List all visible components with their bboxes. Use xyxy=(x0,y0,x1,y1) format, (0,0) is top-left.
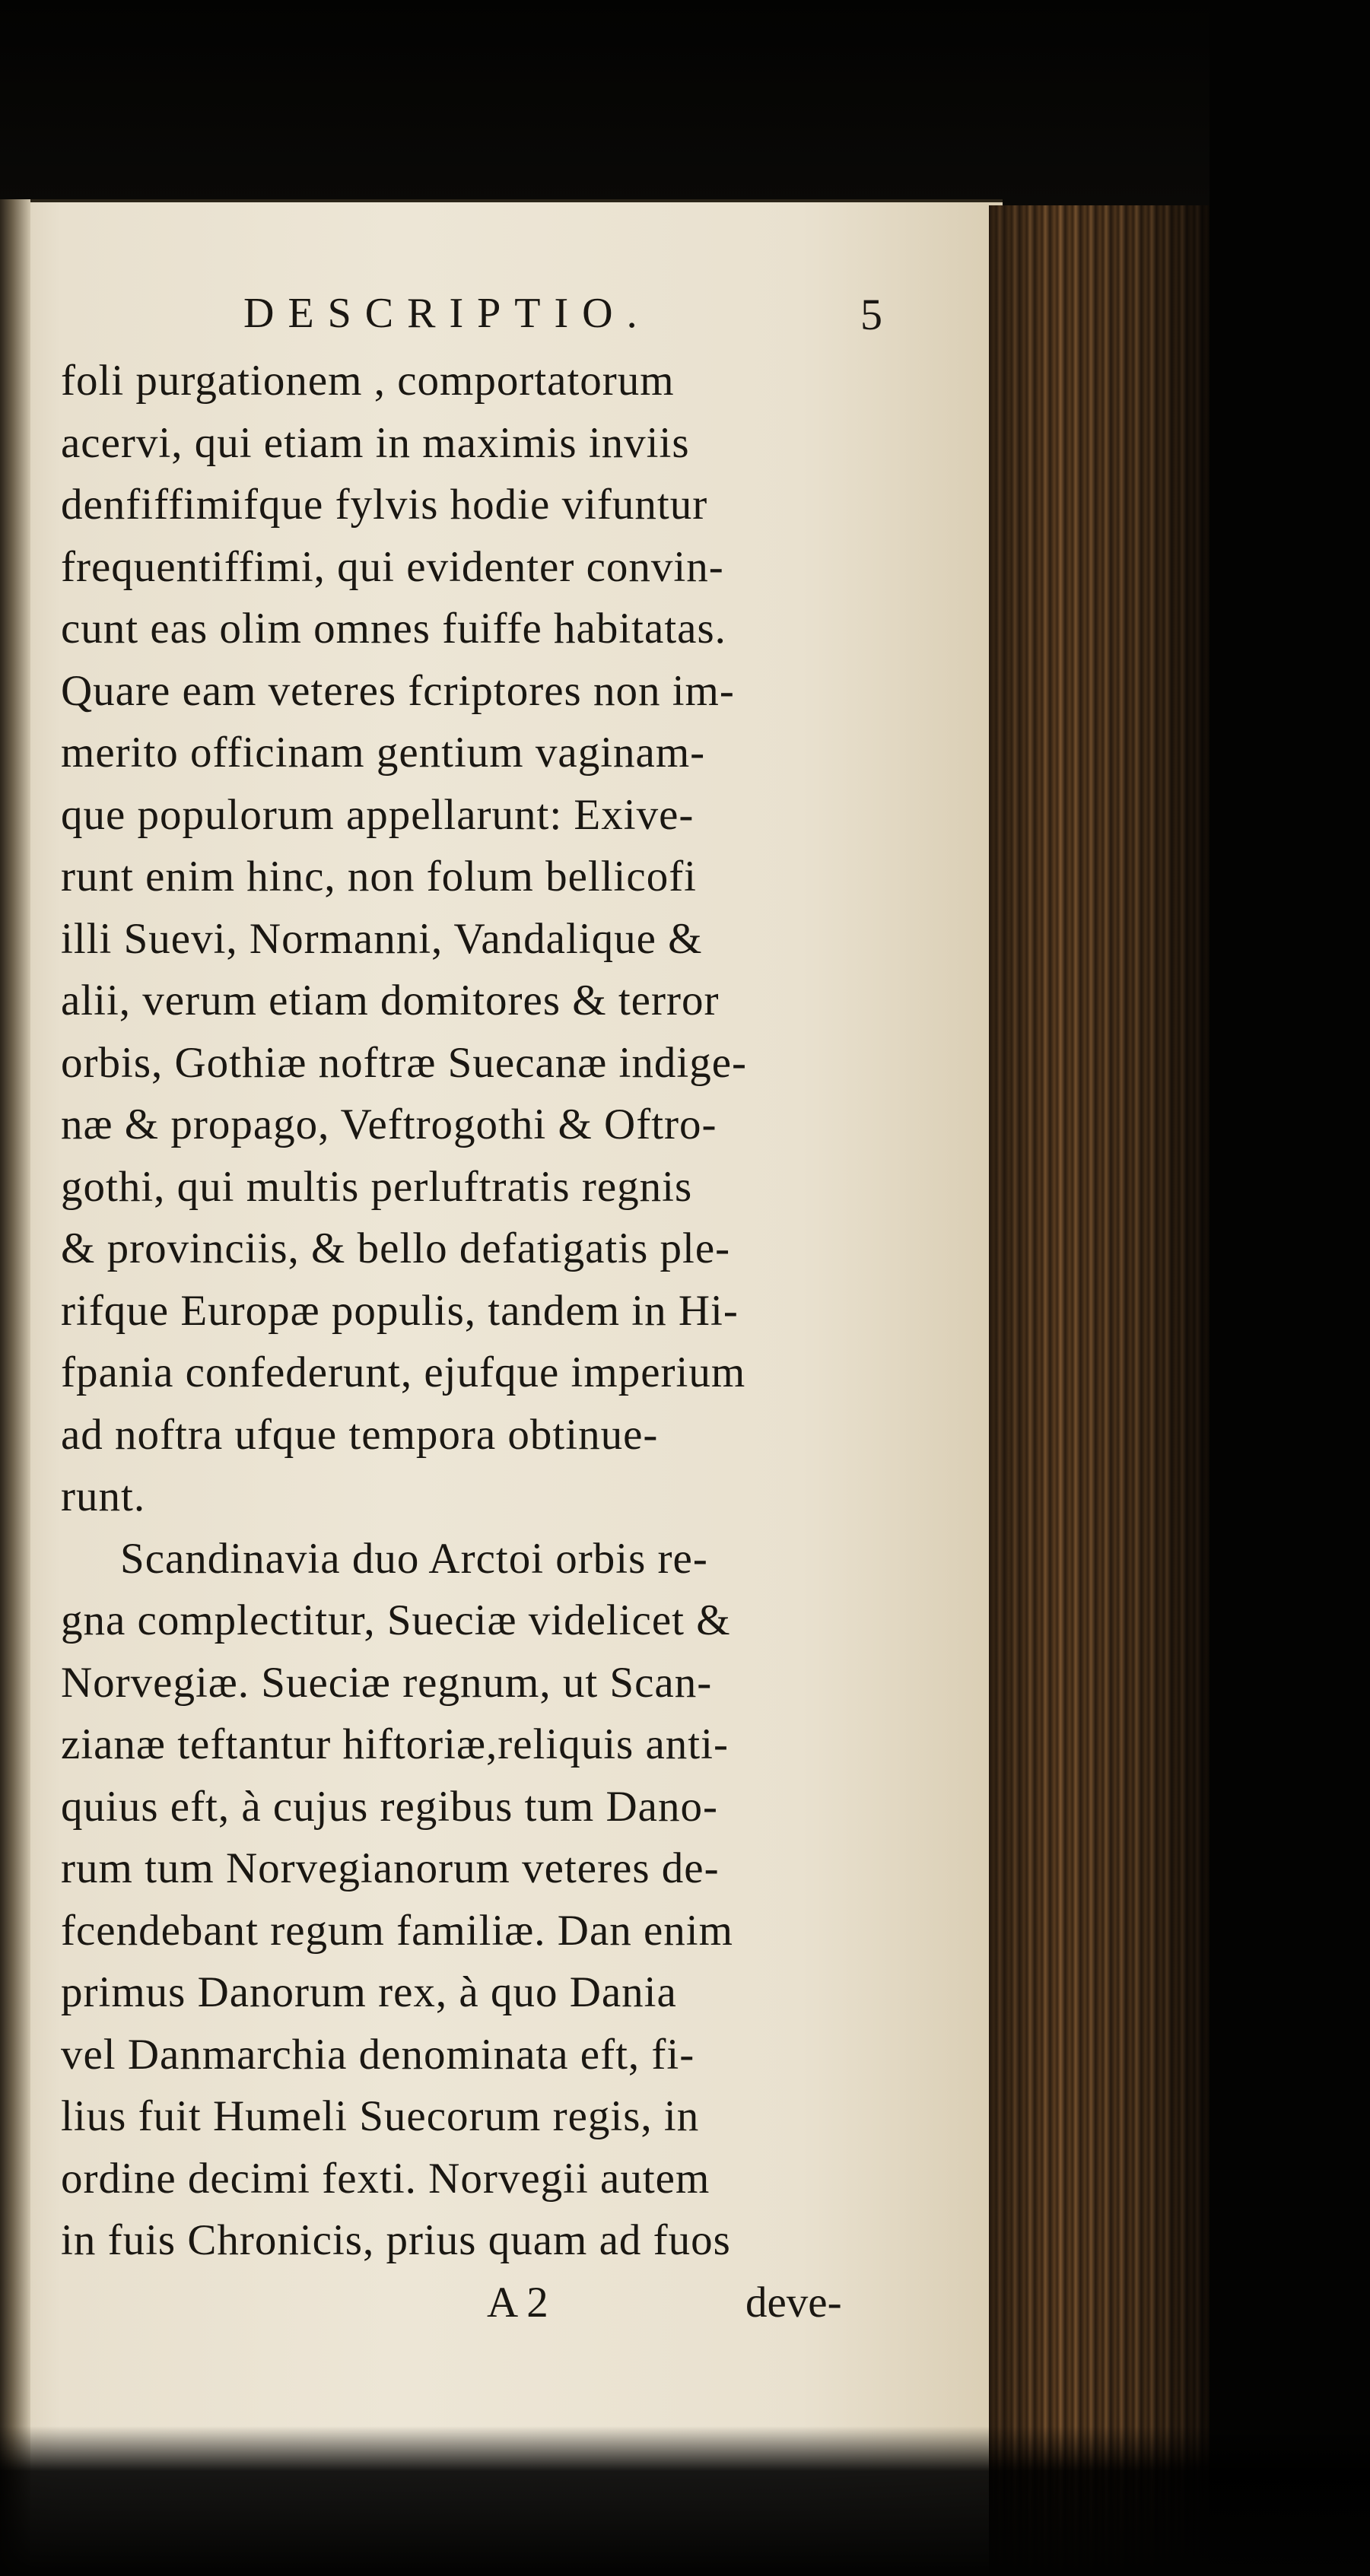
page-footer xyxy=(61,2272,913,2333)
text-line: illi Suevi, Normanni, Vandalique & xyxy=(61,914,703,963)
text-line: denfiffimifque fylvis hodie vifuntur xyxy=(61,481,708,529)
text-line: in fuis Chronicis, prius quam ad fuos xyxy=(61,2216,731,2264)
text-line: & provinciis, & bello defatigatis ple- xyxy=(61,1224,731,1272)
dark-background-right xyxy=(1209,0,1370,2576)
text-line: foli purgationem , comportatorum xyxy=(61,357,675,405)
signature-mark: A 2 xyxy=(487,2278,548,2327)
text-line: næ & propago, Veftrogothi & Oftro- xyxy=(61,1101,717,1148)
text-line: rifque Europæ populis, tandem in Hi- xyxy=(61,1286,739,1335)
text-line: quius eft, à cujus regibus tum Dano- xyxy=(61,1782,718,1831)
text-line: acervi, qui etiam in maximis inviis xyxy=(61,418,690,467)
page-number: 5 xyxy=(860,290,882,339)
text-line: ad noftra ufque tempora obtinue- xyxy=(61,1410,659,1459)
text-line: lius fuit Humeli Suecorum regis, in xyxy=(61,2092,700,2140)
text-line: fpania confederunt, ejufque imperium xyxy=(61,1348,746,1396)
running-head: DESCRIPTIO. xyxy=(243,290,651,337)
text-line: Norvegiæ. Sueciæ regnum, ut Scan- xyxy=(61,1658,713,1707)
text-line: primus Danorum rex, à quo Dania xyxy=(61,1968,677,2016)
text-line: runt. xyxy=(61,1472,146,1520)
page-gutter xyxy=(0,199,30,2576)
text-line: runt enim hinc, non folum bellicofi xyxy=(61,853,698,900)
page-header xyxy=(61,289,913,350)
text-line: gna complectitur, Sueciæ videlicet & xyxy=(61,1596,731,1644)
text-line: alii, verum etiam domitores & terror xyxy=(61,977,720,1024)
text-line: zianæ teftantur hiftoriæ,reliquis anti- xyxy=(61,1720,729,1768)
text-line: frequentiffimi, qui evidenter convin- xyxy=(61,542,724,591)
dark-backdrop xyxy=(0,0,1370,205)
text-line: vel Danmarchia denominata eft, fi- xyxy=(61,2030,695,2079)
text-line: cunt eas olim omnes fuiffe habitatas. xyxy=(61,605,726,653)
text-line: merito officinam gentium vaginam- xyxy=(61,729,706,777)
text-line: orbis, Gothiæ noftræ Suecanæ indige- xyxy=(61,1038,747,1087)
text-line: ordine decimi fexti. Norvegii autem xyxy=(61,2154,710,2203)
text-line: que populorum appellarunt: Exive- xyxy=(61,790,695,839)
catchword: deve- xyxy=(745,2278,842,2327)
text-line: Scandinavia duo Arctoi orbis re- xyxy=(120,1534,708,1583)
text-block xyxy=(61,289,913,2333)
text-line: rum tum Norvegianorum veteres de- xyxy=(61,1844,720,1892)
text-line: fcendebant regum familiæ. Dan enim xyxy=(61,1906,733,1955)
text-line: gothi, qui multis perluftratis regnis xyxy=(61,1162,693,1211)
bottom-shadow xyxy=(0,2426,1370,2576)
fore-edge-shade xyxy=(989,205,1209,2576)
text-line: Quare eam veteres fcriptores non im- xyxy=(61,666,735,715)
